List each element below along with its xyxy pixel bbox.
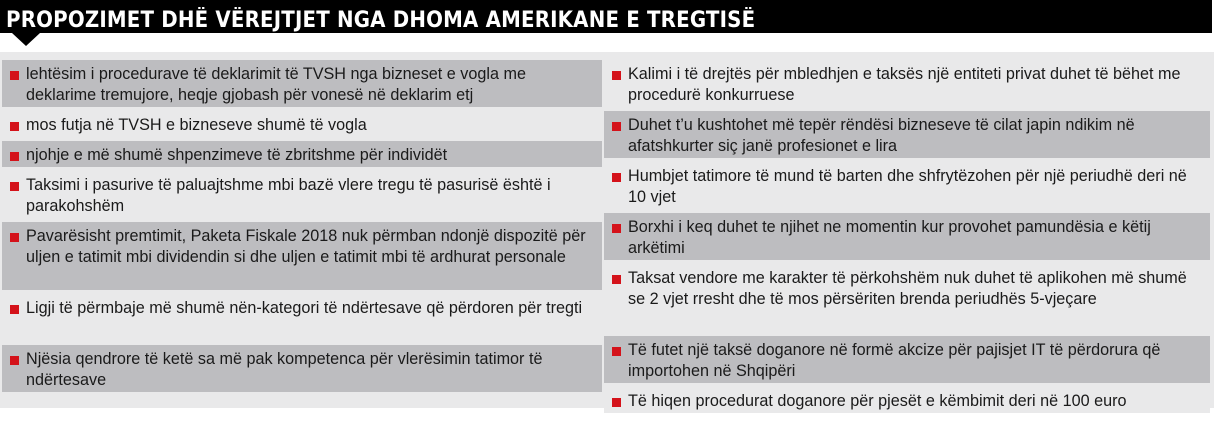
red-square-bullet-icon (10, 122, 19, 131)
red-square-bullet-icon (612, 224, 621, 233)
red-square-bullet-icon (612, 122, 621, 131)
list-item-text: Humbjet tatimore të mund të barten dhe shfrytëzohen për një periudhë deri në 10 vjet (628, 167, 1187, 206)
red-square-bullet-icon (612, 71, 621, 80)
list-item-text: lehtësim i procedurave të deklarimit të TVSH nga bizneset e vogla me deklarime tremujore, heqje gjobash për vonesë në deklarim etj (26, 65, 526, 104)
list-item (604, 213, 1210, 260)
red-square-bullet-icon (612, 347, 621, 356)
list-item (604, 162, 1210, 209)
red-square-bullet-icon (10, 356, 19, 365)
red-square-bullet-icon (10, 233, 19, 242)
header-title: PROPOZIMET DHË VËREJTJET NGA DHOMA AMERIKANE E TREGTISË (6, 8, 756, 33)
list-item-text: Të hiqen procedurat doganore për pjesët e këmbimit deri në 100 euro (628, 392, 1127, 410)
right-column (604, 60, 1210, 417)
list-item-text: Të futet një taksë doganore në formë akcize për pajisjet IT të përdorura që importohen në Shqipëri (628, 341, 1161, 380)
list-item-text: Ligji të përmbaje më shumë nën-kategori të ndërtesave që përdoren për tregti (26, 299, 583, 317)
list-item-text: Njësia qendrore të ketë sa më pak kompetenca për vlerësimin tatimor të ndërtesave (26, 350, 543, 389)
list-item (604, 60, 1210, 107)
list-item (604, 387, 1210, 413)
list-item (604, 264, 1210, 332)
red-square-bullet-icon (10, 182, 19, 191)
red-square-bullet-icon (612, 398, 621, 407)
list-item (2, 171, 602, 218)
red-square-bullet-icon (612, 173, 621, 182)
red-square-bullet-icon (10, 305, 19, 314)
list-item (2, 294, 602, 341)
red-square-bullet-icon (10, 71, 19, 80)
list-item-text: Borxhi i keq duhet te njihet ne momentin kur provohet pamundësia e këtij arkëtimi (628, 218, 1151, 257)
list-item-text: njohje e më shumë shpenzimeve të zbritshme për individët (26, 146, 448, 164)
list-item (2, 222, 602, 290)
list-item (604, 336, 1210, 383)
list-item (2, 345, 602, 392)
list-item (2, 60, 602, 107)
list-item-text: Kalimi i të drejtës për mbledhjen e taksës një entiteti privat duhet të bëhet me procedurë konkurruese (628, 65, 1181, 104)
list-item (604, 111, 1210, 158)
red-square-bullet-icon (10, 152, 19, 161)
list-item-text: Taksimi i pasurive të paluajtshme mbi bazë vlere tregu të pasurisë është i parakohshëm (26, 176, 551, 215)
red-square-bullet-icon (612, 275, 621, 284)
header-banner (0, 0, 1221, 47)
list-item-text: Duhet t’u kushtohet më tepër rëndësi bizneseve të cilat japin ndikim në afatshkurter siç janë profesionet e lira (628, 116, 1135, 155)
list-item-text: Pavarësisht premtimit, Paketa Fiskale 2018 nuk përmban ndonjë dispozitë për uljen e tatimit mbi dividendin si dhe uljen e tatimit mbi të ardhurat personale (26, 227, 586, 266)
list-item-text: Taksat vendore me karakter të përkohshëm nuk duhet të aplikohen më shumë se 2 vjet rresht dhe të mos përsëriten brenda periudhës 5-vjeçare (628, 269, 1187, 308)
list-item (2, 111, 602, 137)
list-item (2, 141, 602, 167)
left-column (2, 60, 602, 396)
list-item-text: mos futja në TVSH e bizneseve shumë të vogla (26, 116, 367, 134)
